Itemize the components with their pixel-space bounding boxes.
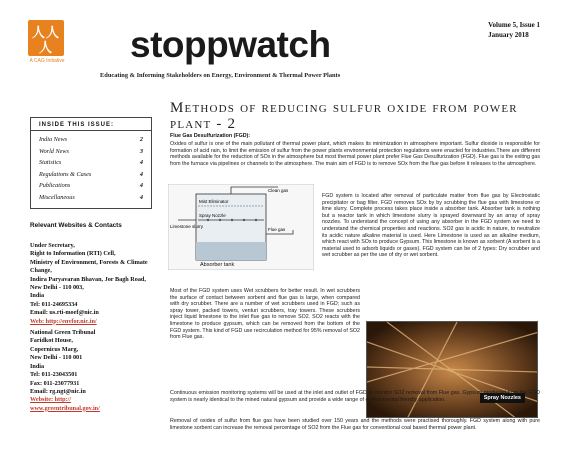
contact-line: Faridkot House,: [30, 337, 73, 345]
nozzle-photo-art: [367, 322, 538, 418]
cag-logo: [28, 20, 66, 64]
paragraph-5: Removal of oxides of sulfur from flue gas have been studied over 150 years and the methods were practised thoroughly. FGD system along with pure limestone sorbent can increase the removal percentage of SO2 from the Flue gas for conventional coal based thermal power plant.: [170, 418, 540, 431]
contact-line: Indira Paryavaran Bhavan, Jor Bagh Road,: [30, 275, 146, 283]
contact-line: Copernicus Marg,: [30, 345, 79, 353]
contact-line: India: [30, 362, 45, 370]
inside-item: [31, 169, 151, 181]
issue-info: [488, 20, 540, 40]
masthead-text: stoppwatch: [130, 24, 331, 65]
inside-item-label: India News: [39, 136, 68, 143]
contact-line: Ministry of Environment, Forests & Climate Change,: [30, 258, 148, 275]
inside-list: [31, 131, 151, 203]
issue-date: January 2018: [488, 31, 529, 39]
inside-item: [31, 180, 151, 192]
inside-item-label: World News: [39, 147, 69, 155]
inside-item: [31, 134, 151, 146]
diagram-caption: Absorber tank: [200, 262, 235, 268]
article-title: Methods of reducing sulfur oxide from power plant - 2: [170, 100, 518, 132]
paragraph-3: Most of the FGD system uses Wet scrubbers for better result. In wet scrubbers the surface of contact between sorbent and flue gas is large, when compared with dry scrubber. There are a number of wet scrubbers used in FGD; such as spray tower, packed towers, venturi scrubbers, tray towers. These scrubbers inject liquid limestone to the inlet flue gas to remove SO2. SO2 reacts with the limestone to produce gypsum, which can be removed from the bottom of the FGD system. This kind of FGD use recirculation method for 95% removal of SO2 from Flue gas.: [170, 288, 360, 341]
contact-line: India: [30, 292, 45, 300]
contact-line: Under Secretary,: [30, 242, 75, 249]
absorber-tank-diagram: [168, 184, 314, 270]
inside-item: [31, 146, 151, 158]
volume-issue: Volume 5, Issue 1: [488, 21, 540, 29]
inside-item-page: 2: [139, 136, 143, 143]
contact-line: Tel: 011-23043501: [30, 371, 78, 379]
label-nozzle: Spray Nozzle: [199, 213, 226, 218]
contact-block: [30, 242, 155, 413]
contact-line: Tel: 011-24695334: [30, 300, 78, 308]
relevant-heading: Relevant Websites & Contacts: [30, 222, 122, 229]
contact-line: Right to Information (RTI) Cell,: [30, 250, 116, 258]
label-gas: Flue gas: [268, 227, 286, 232]
tagline: Educating & Informing Stakeholders on Energy, Environment & Thermal Power Plants: [100, 72, 341, 79]
inside-item-page: 4: [139, 170, 143, 178]
contact-line: Web: http://envfor.nic.in/: [30, 317, 97, 325]
inside-item-label: Regulations & Cases: [39, 170, 92, 178]
contact-line: New Delhi - 110 001: [30, 354, 83, 362]
contact-line: www.greentribunal.gov.in/: [30, 404, 100, 412]
contact-line: National Green Tribunal: [30, 329, 96, 337]
logo-caption: A CAG Initiative: [29, 58, 65, 64]
contact-line: New Delhi - 110 003,: [30, 284, 84, 292]
masthead-title: [130, 26, 331, 63]
photo-label: Spray Nozzles: [480, 393, 525, 403]
inside-item-page: 3: [139, 147, 143, 155]
inside-item-page: 4: [139, 193, 143, 201]
paragraph-4: Continuous emission monitoring systems will be used at the inlet and outlet of FGD to monitor SO2 removal from Flue gas. Gypsum produced from the FGD system is nearly identical to the mined natural gypsum and provide a wide range of environmental friendly application.: [170, 390, 540, 403]
inside-item: [31, 192, 151, 204]
inside-item: [31, 157, 151, 169]
label-mist: Mist Eliminator: [199, 199, 229, 204]
inside-heading: INSIDE THIS ISSUE:: [31, 118, 151, 131]
people-logo-icon: 人 人 人: [28, 20, 64, 56]
inside-item-label: Miscellaneous: [39, 193, 75, 201]
contact-line: Email: us.rti-moef@nic.in: [30, 309, 99, 317]
inside-item-label: Statistics: [39, 159, 62, 166]
label-clean: Clean gas: [268, 188, 289, 193]
spray-nozzles-photo: [366, 321, 538, 418]
inside-item-page: 4: [139, 159, 143, 166]
paragraph-1: Oxides of sulfur is one of the main pollutant of thermal power plant, which makes its minimization in atmosphere important. Sulfur dioxide is responsible for formation of acid rain, to limit the emission of sulfur from the power plants environmental protection regulations were enacted for industries.There are different methods available for the reduction of SOx in the atmosphere but most thermal power plant prefer Flue Gas Desulfurization (FGD). Flue gas is the exiting gas from the furnace via pipelines or channels to the atmosphere. The main aim of FGD is to remove SOx from the flue gas before it releases to the atmosphere.: [170, 141, 540, 167]
inside-item-label: Publications: [39, 182, 71, 189]
inside-item-page: 4: [139, 182, 143, 189]
contact-line: Email: rg.ngt@nic.in: [30, 387, 86, 395]
contact-line: Website: http://: [30, 396, 72, 404]
paragraph-2: FGD system is located after removal of particulate matter from flue gas by Electrostatic precipitator or bag filter. FGD removes SOx by by scrubbing the flue gas with limestone or lime slurry. Complete process takes place inside a absorber tank. Absorber tank is nothing but a reactor tank in which limestone slurry is sprayed downward by an array of spray nozzles. To understand the concept of using any absorber in the FGD system we need to understand the chemical properties and reactions. SO2 gas is acidic in nature, to neutralize its acidic nature alkaline material is used. Here Limestone is used as an alkaline medium, which react with SOx to produce Gypsum. This limestone is known as sorbent (A sorbent is a material used to adsorb liquids or gases). FGD system can be of 2 types: Dry scrubber and wet scrubber as per the use of dry or wet sorbent.: [322, 193, 540, 259]
inside-this-issue-box: [30, 117, 152, 209]
label-slurry: Limestone slurry: [170, 224, 204, 229]
contact-line: Fax: 011-23077931: [30, 379, 80, 387]
article-subhead: Flue Gas Desulfurization (FGD):: [170, 133, 251, 139]
